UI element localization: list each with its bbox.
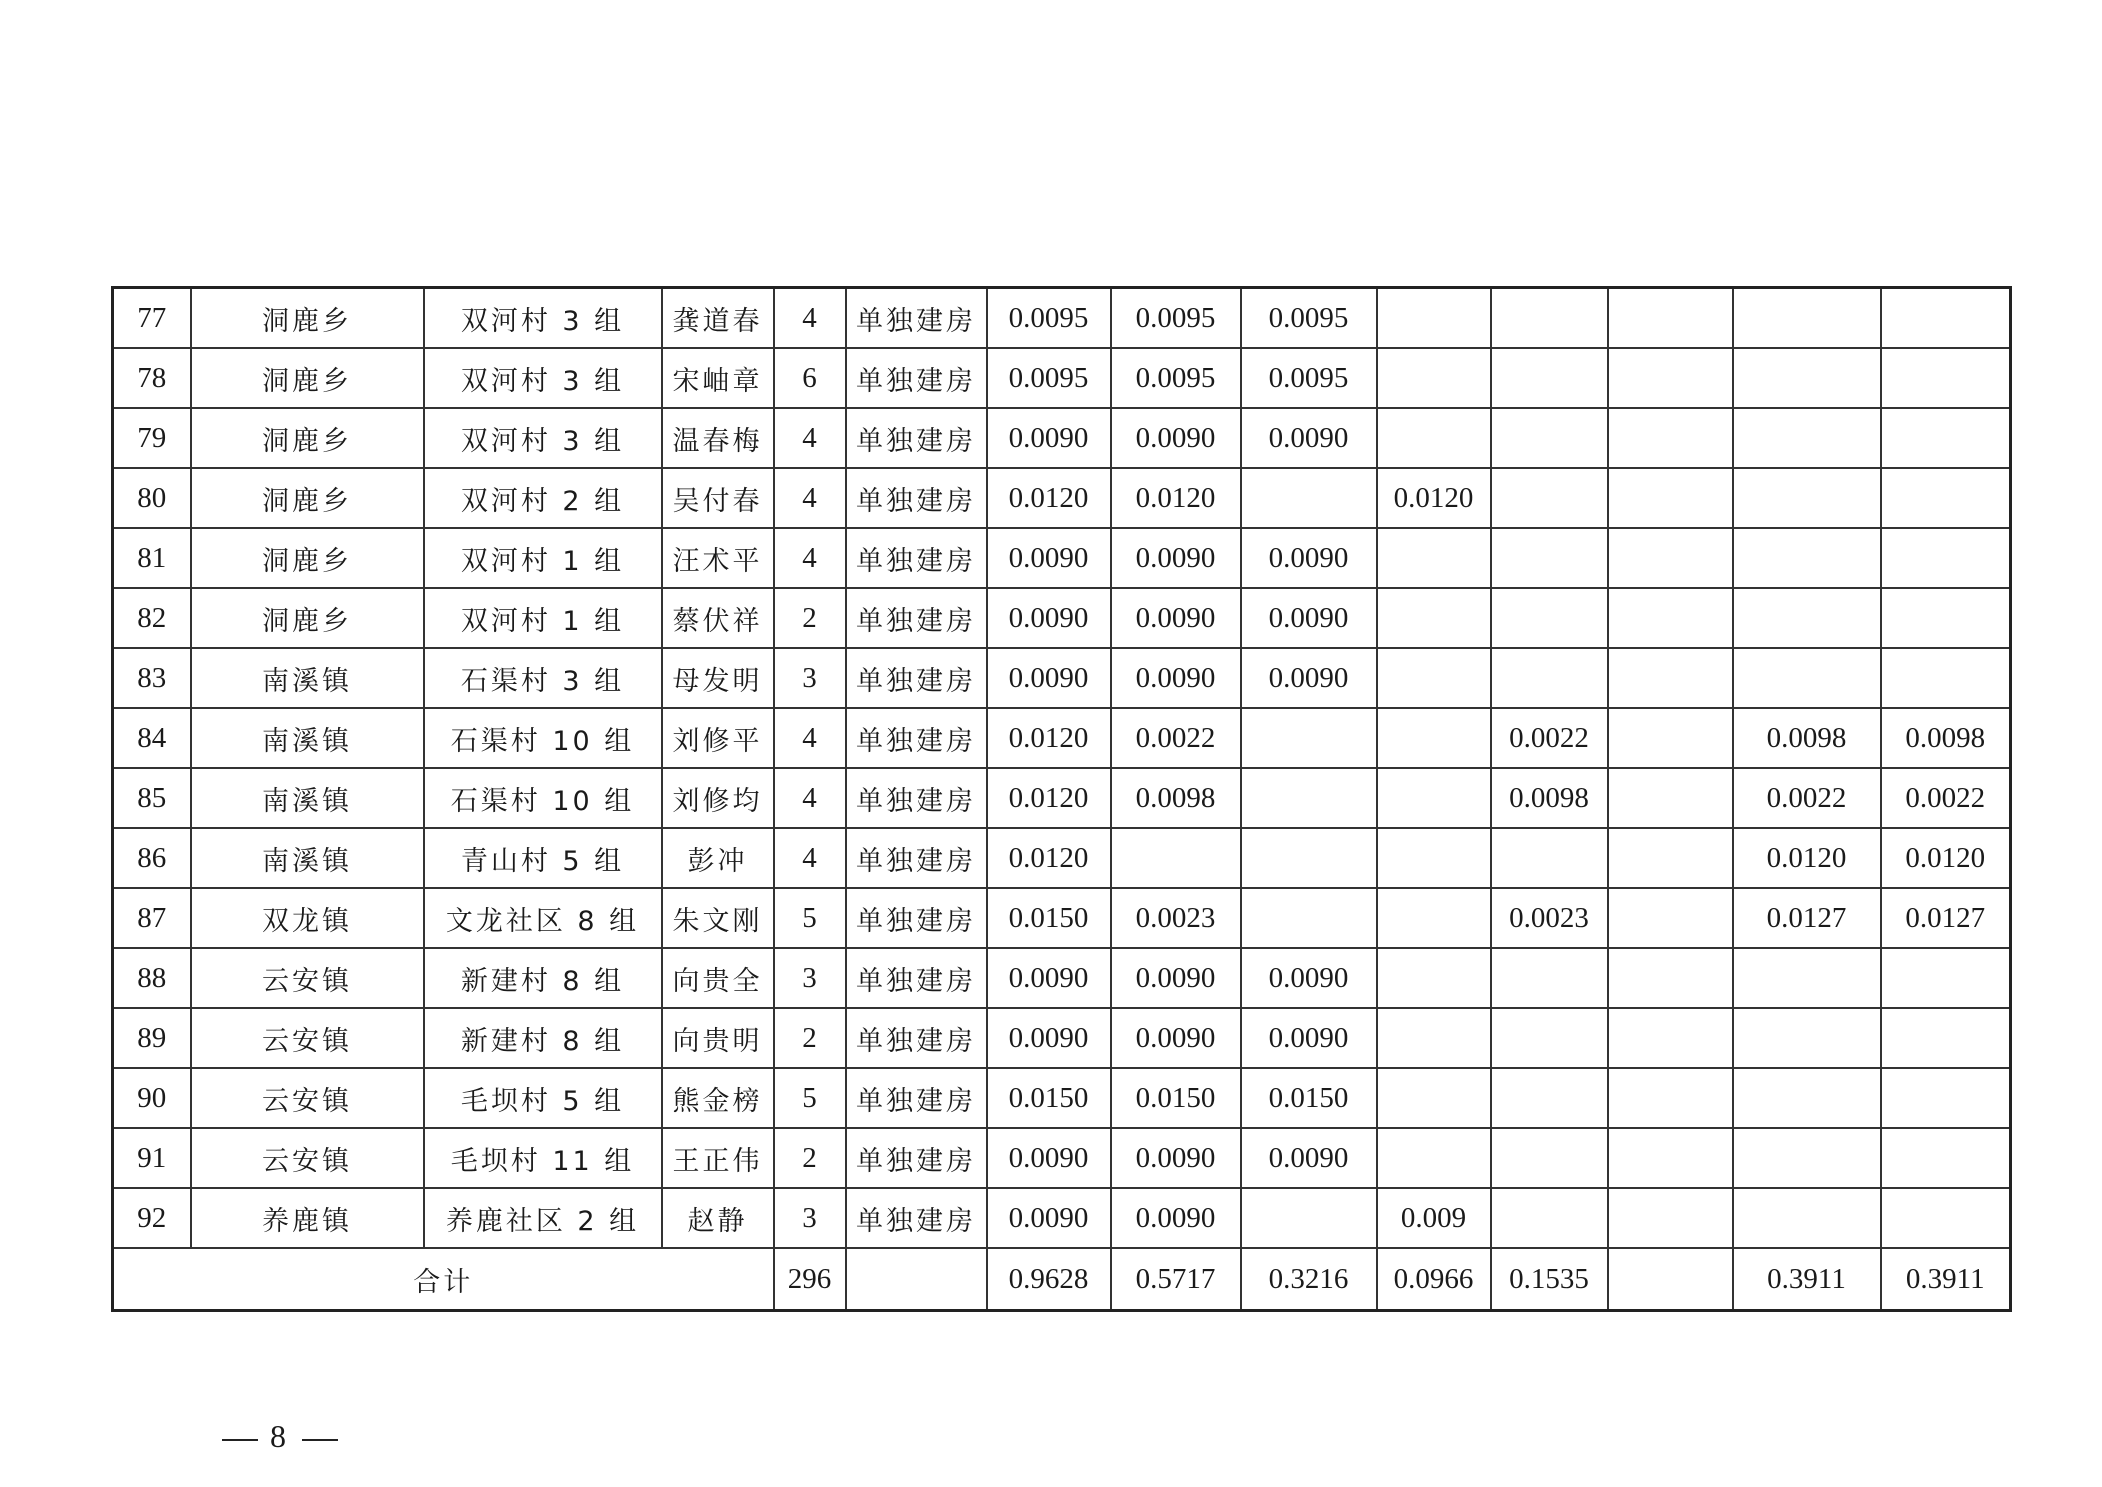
people-count-cell: 4 — [774, 528, 846, 588]
value-cell-6 — [1608, 588, 1733, 648]
town-cell: 养鹿镇 — [191, 1188, 424, 1248]
table-row — [113, 768, 2011, 828]
value-cell-6 — [1608, 768, 1733, 828]
row-number: 90 — [113, 1068, 191, 1128]
village-group-cell: 新建村 8 组 — [424, 1008, 662, 1068]
value-cell-3: 0.0095 — [1241, 288, 1377, 349]
table-row — [113, 468, 2011, 528]
value-cell-4 — [1377, 348, 1491, 408]
value-cell-2: 0.0098 — [1111, 768, 1241, 828]
value-cell-2: 0.0090 — [1111, 408, 1241, 468]
build-type-cell: 单独建房 — [846, 288, 987, 349]
people-count-cell: 2 — [774, 588, 846, 648]
village-group-cell: 双河村 3 组 — [424, 288, 662, 349]
value-cell-6 — [1608, 708, 1733, 768]
value-cell-1: 0.0095 — [987, 348, 1111, 408]
value-cell-7 — [1733, 648, 1881, 708]
value-cell-2: 0.0023 — [1111, 888, 1241, 948]
village-group-cell: 毛坝村 11 组 — [424, 1128, 662, 1188]
value-cell-1: 0.0090 — [987, 528, 1111, 588]
value-cell-5 — [1491, 1128, 1608, 1188]
table-row — [113, 648, 2011, 708]
total-people: 296 — [774, 1248, 846, 1311]
village-group-cell: 新建村 8 组 — [424, 948, 662, 1008]
table-row — [113, 888, 2011, 948]
total-value-7: 0.3911 — [1733, 1248, 1881, 1311]
value-cell-4 — [1377, 528, 1491, 588]
person-name-cell: 赵静 — [662, 1188, 774, 1248]
build-type-cell: 单独建房 — [846, 708, 987, 768]
value-cell-5 — [1491, 1008, 1608, 1068]
people-count-cell: 3 — [774, 648, 846, 708]
town-cell: 南溪镇 — [191, 708, 424, 768]
value-cell-8 — [1881, 1188, 2011, 1248]
value-cell-7 — [1733, 528, 1881, 588]
build-type-cell: 单独建房 — [846, 468, 987, 528]
village-group-cell: 双河村 3 组 — [424, 348, 662, 408]
town-cell: 云安镇 — [191, 1008, 424, 1068]
build-type-cell: 单独建房 — [846, 588, 987, 648]
value-cell-8: 0.0120 — [1881, 828, 2011, 888]
value-cell-3 — [1241, 468, 1377, 528]
page-number-dash-left — [222, 1439, 258, 1441]
value-cell-7: 0.0098 — [1733, 708, 1881, 768]
table-row — [113, 288, 2011, 349]
value-cell-4 — [1377, 888, 1491, 948]
table-row — [113, 1068, 2011, 1128]
build-type-cell: 单独建房 — [846, 348, 987, 408]
value-cell-4 — [1377, 1008, 1491, 1068]
value-cell-8: 0.0098 — [1881, 708, 2011, 768]
value-cell-8 — [1881, 528, 2011, 588]
people-count-cell: 4 — [774, 828, 846, 888]
value-cell-1: 0.0150 — [987, 888, 1111, 948]
value-cell-8 — [1881, 648, 2011, 708]
row-number: 89 — [113, 1008, 191, 1068]
total-value-8: 0.3911 — [1881, 1248, 2011, 1311]
people-count-cell: 3 — [774, 948, 846, 1008]
build-type-cell: 单独建房 — [846, 828, 987, 888]
people-count-cell: 4 — [774, 768, 846, 828]
person-name-cell: 汪术平 — [662, 528, 774, 588]
value-cell-7 — [1733, 1128, 1881, 1188]
value-cell-3: 0.0090 — [1241, 528, 1377, 588]
row-number: 81 — [113, 528, 191, 588]
table-row — [113, 528, 2011, 588]
value-cell-8 — [1881, 948, 2011, 1008]
value-cell-4 — [1377, 588, 1491, 648]
value-cell-8 — [1881, 468, 2011, 528]
value-cell-6 — [1608, 288, 1733, 349]
people-count-cell: 4 — [774, 408, 846, 468]
value-cell-4 — [1377, 288, 1491, 349]
town-cell: 云安镇 — [191, 948, 424, 1008]
value-cell-7 — [1733, 1188, 1881, 1248]
value-cell-5 — [1491, 1068, 1608, 1128]
town-cell: 云安镇 — [191, 1068, 424, 1128]
value-cell-2: 0.0120 — [1111, 468, 1241, 528]
town-cell: 洞鹿乡 — [191, 348, 424, 408]
person-name-cell: 母发明 — [662, 648, 774, 708]
value-cell-7: 0.0127 — [1733, 888, 1881, 948]
town-cell: 南溪镇 — [191, 828, 424, 888]
town-cell: 南溪镇 — [191, 648, 424, 708]
value-cell-1: 0.0090 — [987, 1128, 1111, 1188]
total-row — [113, 1248, 2011, 1311]
people-count-cell: 4 — [774, 288, 846, 349]
row-number: 78 — [113, 348, 191, 408]
people-count-cell: 4 — [774, 468, 846, 528]
value-cell-3 — [1241, 708, 1377, 768]
build-type-cell: 单独建房 — [846, 948, 987, 1008]
land-use-table — [111, 286, 2012, 1312]
value-cell-1: 0.0090 — [987, 1188, 1111, 1248]
value-cell-2: 0.0150 — [1111, 1068, 1241, 1128]
person-name-cell: 龚道春 — [662, 288, 774, 349]
value-cell-3: 0.0090 — [1241, 648, 1377, 708]
table-row — [113, 1188, 2011, 1248]
table-row — [113, 1128, 2011, 1188]
total-value-2: 0.5717 — [1111, 1248, 1241, 1311]
row-number: 86 — [113, 828, 191, 888]
value-cell-4 — [1377, 648, 1491, 708]
value-cell-8 — [1881, 1068, 2011, 1128]
value-cell-5: 0.0022 — [1491, 708, 1608, 768]
value-cell-2: 0.0090 — [1111, 948, 1241, 1008]
value-cell-4 — [1377, 1068, 1491, 1128]
people-count-cell: 4 — [774, 708, 846, 768]
value-cell-1: 0.0120 — [987, 828, 1111, 888]
value-cell-2: 0.0090 — [1111, 1008, 1241, 1068]
person-name-cell: 彭冲 — [662, 828, 774, 888]
value-cell-6 — [1608, 1008, 1733, 1068]
build-type-cell: 单独建房 — [846, 888, 987, 948]
people-count-cell: 5 — [774, 888, 846, 948]
table-row — [113, 948, 2011, 1008]
page-number-dash-right — [302, 1439, 338, 1441]
village-group-cell: 青山村 5 组 — [424, 828, 662, 888]
town-cell: 洞鹿乡 — [191, 588, 424, 648]
value-cell-8 — [1881, 1008, 2011, 1068]
build-type-cell: 单独建房 — [846, 768, 987, 828]
value-cell-8 — [1881, 348, 2011, 408]
value-cell-5 — [1491, 828, 1608, 888]
build-type-cell: 单独建房 — [846, 1008, 987, 1068]
total-value-6 — [1608, 1248, 1733, 1311]
value-cell-6 — [1608, 948, 1733, 1008]
value-cell-1: 0.0120 — [987, 708, 1111, 768]
value-cell-7 — [1733, 948, 1881, 1008]
value-cell-5 — [1491, 948, 1608, 1008]
value-cell-6 — [1608, 348, 1733, 408]
value-cell-3 — [1241, 768, 1377, 828]
value-cell-3: 0.0090 — [1241, 948, 1377, 1008]
value-cell-4 — [1377, 708, 1491, 768]
value-cell-5 — [1491, 1188, 1608, 1248]
person-name-cell: 温春梅 — [662, 408, 774, 468]
town-cell: 双龙镇 — [191, 888, 424, 948]
value-cell-7: 0.0022 — [1733, 768, 1881, 828]
build-type-cell: 单独建房 — [846, 1068, 987, 1128]
value-cell-6 — [1608, 828, 1733, 888]
village-group-cell: 毛坝村 5 组 — [424, 1068, 662, 1128]
table-row — [113, 828, 2011, 888]
build-type-cell: 单独建房 — [846, 1188, 987, 1248]
person-name-cell: 朱文刚 — [662, 888, 774, 948]
village-group-cell: 文龙社区 8 组 — [424, 888, 662, 948]
row-number: 85 — [113, 768, 191, 828]
value-cell-7: 0.0120 — [1733, 828, 1881, 888]
value-cell-5: 0.0023 — [1491, 888, 1608, 948]
build-type-cell: 单独建房 — [846, 528, 987, 588]
village-group-cell: 石渠村 10 组 — [424, 708, 662, 768]
value-cell-4 — [1377, 408, 1491, 468]
page-number — [222, 1418, 338, 1455]
people-count-cell: 3 — [774, 1188, 846, 1248]
value-cell-3: 0.0095 — [1241, 348, 1377, 408]
person-name-cell: 熊金榜 — [662, 1068, 774, 1128]
value-cell-3 — [1241, 888, 1377, 948]
value-cell-4 — [1377, 828, 1491, 888]
value-cell-2: 0.0090 — [1111, 1128, 1241, 1188]
value-cell-2: 0.0090 — [1111, 648, 1241, 708]
value-cell-7 — [1733, 1008, 1881, 1068]
value-cell-6 — [1608, 888, 1733, 948]
village-group-cell: 双河村 1 组 — [424, 588, 662, 648]
build-type-cell: 单独建房 — [846, 648, 987, 708]
value-cell-8 — [1881, 408, 2011, 468]
value-cell-2: 0.0095 — [1111, 288, 1241, 349]
value-cell-8: 0.0127 — [1881, 888, 2011, 948]
person-name-cell: 蔡伏祥 — [662, 588, 774, 648]
table-row — [113, 408, 2011, 468]
value-cell-1: 0.0095 — [987, 288, 1111, 349]
town-cell: 洞鹿乡 — [191, 528, 424, 588]
value-cell-7 — [1733, 288, 1881, 349]
people-count-cell: 2 — [774, 1008, 846, 1068]
value-cell-3 — [1241, 828, 1377, 888]
build-type-cell: 单独建房 — [846, 1128, 987, 1188]
value-cell-1: 0.0090 — [987, 1008, 1111, 1068]
total-value-5: 0.1535 — [1491, 1248, 1608, 1311]
person-name-cell: 吴付春 — [662, 468, 774, 528]
value-cell-8: 0.0022 — [1881, 768, 2011, 828]
value-cell-5 — [1491, 348, 1608, 408]
value-cell-4 — [1377, 1128, 1491, 1188]
value-cell-1: 0.0090 — [987, 948, 1111, 1008]
row-number: 77 — [113, 288, 191, 349]
person-name-cell: 刘修均 — [662, 768, 774, 828]
value-cell-3: 0.0090 — [1241, 588, 1377, 648]
value-cell-7 — [1733, 1068, 1881, 1128]
value-cell-6 — [1608, 528, 1733, 588]
value-cell-8 — [1881, 1128, 2011, 1188]
town-cell: 洞鹿乡 — [191, 288, 424, 349]
value-cell-3 — [1241, 1188, 1377, 1248]
table-body — [113, 288, 2011, 1311]
row-number: 82 — [113, 588, 191, 648]
town-cell: 云安镇 — [191, 1128, 424, 1188]
people-count-cell: 2 — [774, 1128, 846, 1188]
town-cell: 洞鹿乡 — [191, 468, 424, 528]
value-cell-7 — [1733, 348, 1881, 408]
village-group-cell: 石渠村 10 组 — [424, 768, 662, 828]
value-cell-5 — [1491, 408, 1608, 468]
value-cell-7 — [1733, 408, 1881, 468]
value-cell-3: 0.0090 — [1241, 1128, 1377, 1188]
value-cell-5 — [1491, 468, 1608, 528]
row-number: 80 — [113, 468, 191, 528]
value-cell-6 — [1608, 1128, 1733, 1188]
value-cell-8 — [1881, 288, 2011, 349]
table-row — [113, 588, 2011, 648]
total-value-3: 0.3216 — [1241, 1248, 1377, 1311]
value-cell-5 — [1491, 648, 1608, 708]
village-group-cell: 养鹿社区 2 组 — [424, 1188, 662, 1248]
person-name-cell: 宋岫章 — [662, 348, 774, 408]
value-cell-7 — [1733, 588, 1881, 648]
value-cell-1: 0.0120 — [987, 468, 1111, 528]
value-cell-8 — [1881, 588, 2011, 648]
value-cell-1: 0.0150 — [987, 1068, 1111, 1128]
row-number: 87 — [113, 888, 191, 948]
person-name-cell: 向贵全 — [662, 948, 774, 1008]
page-number-value: 8 — [270, 1418, 290, 1454]
people-count-cell: 5 — [774, 1068, 846, 1128]
value-cell-4 — [1377, 768, 1491, 828]
total-value-4: 0.0966 — [1377, 1248, 1491, 1311]
person-name-cell: 王正伟 — [662, 1128, 774, 1188]
value-cell-6 — [1608, 408, 1733, 468]
row-number: 91 — [113, 1128, 191, 1188]
table-row — [113, 348, 2011, 408]
value-cell-3: 0.0090 — [1241, 408, 1377, 468]
value-cell-2: 0.0090 — [1111, 1188, 1241, 1248]
village-group-cell: 双河村 3 组 — [424, 408, 662, 468]
value-cell-6 — [1608, 648, 1733, 708]
value-cell-5 — [1491, 588, 1608, 648]
value-cell-5 — [1491, 528, 1608, 588]
person-name-cell: 向贵明 — [662, 1008, 774, 1068]
village-group-cell: 双河村 2 组 — [424, 468, 662, 528]
total-type — [846, 1248, 987, 1311]
build-type-cell: 单独建房 — [846, 408, 987, 468]
value-cell-1: 0.0120 — [987, 768, 1111, 828]
row-number: 88 — [113, 948, 191, 1008]
row-number: 84 — [113, 708, 191, 768]
value-cell-6 — [1608, 468, 1733, 528]
value-cell-4: 0.009 — [1377, 1188, 1491, 1248]
value-cell-1: 0.0090 — [987, 408, 1111, 468]
people-count-cell: 6 — [774, 348, 846, 408]
table-row — [113, 1008, 2011, 1068]
table-row — [113, 708, 2011, 768]
total-value-1: 0.9628 — [987, 1248, 1111, 1311]
value-cell-6 — [1608, 1188, 1733, 1248]
village-group-cell: 石渠村 3 组 — [424, 648, 662, 708]
town-cell: 南溪镇 — [191, 768, 424, 828]
value-cell-3: 0.0150 — [1241, 1068, 1377, 1128]
value-cell-3: 0.0090 — [1241, 1008, 1377, 1068]
value-cell-4: 0.0120 — [1377, 468, 1491, 528]
town-cell: 洞鹿乡 — [191, 408, 424, 468]
value-cell-2 — [1111, 828, 1241, 888]
row-number: 79 — [113, 408, 191, 468]
value-cell-7 — [1733, 468, 1881, 528]
value-cell-2: 0.0090 — [1111, 588, 1241, 648]
village-group-cell: 双河村 1 组 — [424, 528, 662, 588]
value-cell-1: 0.0090 — [987, 588, 1111, 648]
value-cell-5: 0.0098 — [1491, 768, 1608, 828]
value-cell-2: 0.0022 — [1111, 708, 1241, 768]
value-cell-5 — [1491, 288, 1608, 349]
value-cell-1: 0.0090 — [987, 648, 1111, 708]
row-number: 92 — [113, 1188, 191, 1248]
person-name-cell: 刘修平 — [662, 708, 774, 768]
value-cell-2: 0.0090 — [1111, 528, 1241, 588]
value-cell-6 — [1608, 1068, 1733, 1128]
row-number: 83 — [113, 648, 191, 708]
value-cell-4 — [1377, 948, 1491, 1008]
value-cell-2: 0.0095 — [1111, 348, 1241, 408]
total-label: 合计 — [113, 1248, 774, 1311]
